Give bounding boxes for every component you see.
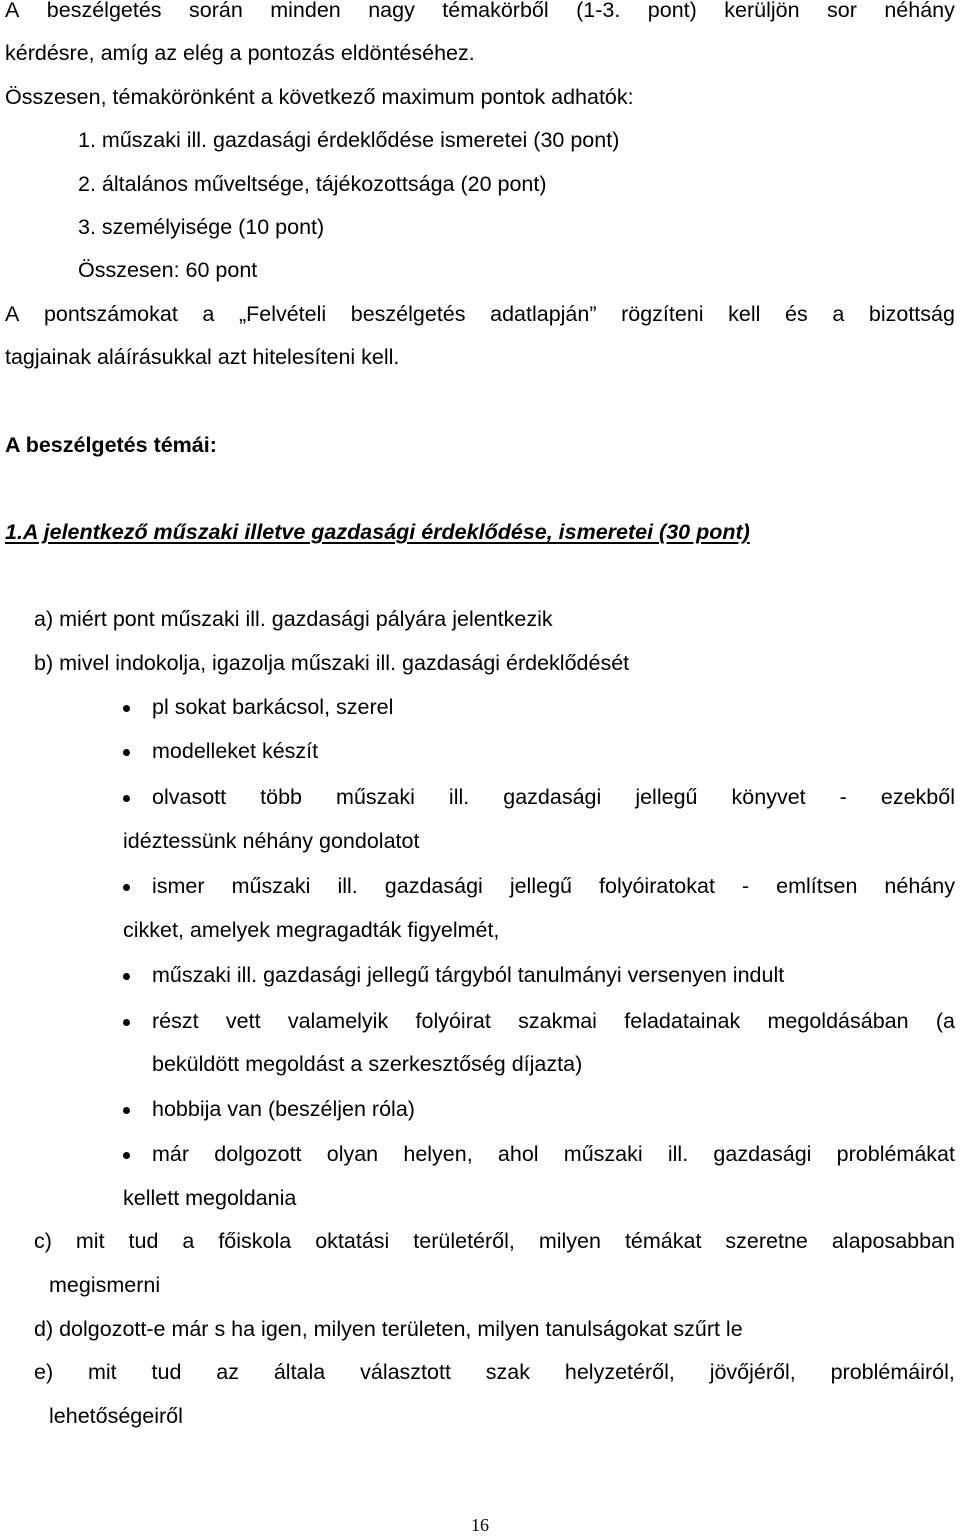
word: (1-3. — [576, 0, 621, 22]
word: könyvet — [731, 785, 806, 809]
word: folyóiratokat — [599, 874, 715, 898]
word: említsen — [776, 874, 858, 898]
word: kerüljön — [724, 0, 800, 22]
word: pont) — [647, 0, 697, 22]
question-c-line-2: megismerni — [49, 1273, 161, 1297]
word: szeretne — [725, 1229, 808, 1253]
bullet-item-3-line-1 — [152, 784, 955, 810]
word: A — [5, 302, 20, 326]
word: minden — [270, 0, 341, 22]
bullet-icon — [123, 795, 130, 802]
word: oktatási — [315, 1229, 390, 1253]
bullet-item-4-line-2: cikket, amelyek megragadták figyelmét, — [123, 918, 500, 942]
word: tud — [128, 1229, 159, 1253]
word: nagy — [368, 0, 415, 22]
intro-line-3: Összesen, témakörönként a következő maximum pontok adhatók: — [5, 85, 634, 109]
word: gazdasági — [503, 785, 602, 809]
bullet-icon — [123, 973, 130, 980]
word: pontszámokat — [43, 302, 178, 326]
word: tud — [151, 1360, 182, 1384]
word: a — [832, 302, 845, 326]
word: szak — [485, 1360, 531, 1384]
word: az — [216, 1360, 239, 1384]
score-total: Összesen: 60 pont — [78, 258, 258, 282]
word: ismer — [152, 874, 205, 898]
paragraph-2-line-2: tagjainak aláírásukkal azt hitelesíteni kell. — [5, 345, 400, 369]
word: e) — [34, 1360, 54, 1384]
word: gazdasági — [384, 874, 483, 898]
bullet-icon — [123, 1152, 130, 1159]
word: vett — [225, 1009, 261, 1033]
bullet-item-5: műszaki ill. gazdasági jellegű tárgyból tanulmányi versenyen indult — [152, 963, 785, 987]
bullet-icon — [123, 1107, 130, 1114]
word: ezekből — [880, 785, 955, 809]
word: ill. — [337, 874, 358, 898]
word: beszélgetés — [46, 0, 162, 22]
bullet-item-8-line-2: kellett megoldania — [123, 1186, 297, 1210]
score-item-1: 1. műszaki ill. gazdasági érdeklődése ismeretei (30 pont) — [78, 128, 620, 152]
bullet-item-8-line-1 — [152, 1141, 955, 1167]
word: a — [202, 302, 215, 326]
word: műszaki — [563, 1142, 643, 1166]
score-item-3: 3. személyisége (10 pont) — [78, 215, 325, 239]
question-e-line-1 — [34, 1359, 955, 1385]
word: témákat — [624, 1229, 702, 1253]
question-b: b) mivel indokolja, igazolja műszaki ill. gazdasági érdeklődését — [34, 651, 630, 675]
word: - — [839, 785, 847, 809]
word: problémákat — [836, 1142, 955, 1166]
bullet-icon — [123, 705, 130, 712]
question-e-line-2: lehetőségeiről — [49, 1404, 183, 1428]
word: általa — [273, 1360, 326, 1384]
paragraph-2-line-1 — [5, 301, 955, 327]
word: műszaki — [336, 785, 415, 809]
topics-heading: A beszélgetés témái: — [5, 433, 217, 457]
word: főiskola — [218, 1229, 292, 1253]
word: feladatainak — [624, 1009, 741, 1033]
word: a — [182, 1229, 195, 1253]
bullet-icon — [123, 749, 130, 756]
word: milyen — [538, 1229, 601, 1253]
question-c-line-1 — [34, 1228, 955, 1254]
word: során — [189, 0, 243, 22]
word: gazdasági — [713, 1142, 812, 1166]
word: és — [785, 302, 808, 326]
word: dolgozott — [214, 1142, 302, 1166]
word: néhány — [884, 0, 955, 22]
word: olyan — [326, 1142, 379, 1166]
bullet-item-6-line-1 — [152, 1008, 955, 1034]
bullet-icon — [123, 1019, 130, 1026]
word: adatlapján” — [490, 302, 597, 326]
bullet-item-3-line-2: idéztessünk néhány gondolatot — [123, 829, 420, 853]
word: valamelyik — [287, 1009, 389, 1033]
word: helyen, — [403, 1142, 473, 1166]
question-a: a) miért pont műszaki ill. gazdasági pályára jelentkezik — [34, 607, 553, 631]
section-1-title: 1.A jelentkező műszaki illetve gazdasági érdeklődése, ismeretei (30 pont) — [5, 520, 750, 544]
word: jövőjéről, — [709, 1360, 796, 1384]
word: már — [152, 1142, 190, 1166]
bullet-item-2: modelleket készít — [152, 739, 319, 763]
word: néhány — [884, 874, 955, 898]
word: szakmai — [518, 1009, 597, 1033]
word: c) — [34, 1229, 52, 1253]
bullet-icon — [123, 884, 130, 891]
word: „Felvételi — [238, 302, 327, 326]
word: problémáiról, — [830, 1360, 955, 1384]
word: A — [5, 0, 20, 22]
word: területéről, — [413, 1229, 515, 1253]
word: ahol — [497, 1142, 539, 1166]
word: műszaki — [231, 874, 311, 898]
word: rögzíteni — [621, 302, 704, 326]
word: megoldásában — [767, 1009, 909, 1033]
bullet-item-1: pl sokat barkácsol, szerel — [152, 695, 394, 719]
bullet-item-6-line-2: beküldött megoldást a szerkesztőség díjazta) — [152, 1052, 583, 1076]
word: mit — [75, 1229, 105, 1253]
intro-line-2: kérdésre, amíg az elég a pontozás eldöntéséhez. — [5, 41, 475, 65]
word: kell — [728, 302, 761, 326]
word: - — [741, 874, 750, 898]
question-d: d) dolgozott-e már s ha igen, milyen területen, milyen tanulságokat szűrt le — [34, 1317, 743, 1341]
word: helyzetéről, — [564, 1360, 675, 1384]
word: ill. — [448, 785, 470, 809]
word: bizottság — [868, 302, 955, 326]
word: mit — [87, 1360, 117, 1384]
word: alaposabban — [831, 1229, 955, 1253]
word: (a — [935, 1009, 955, 1033]
word: ill. — [667, 1142, 689, 1166]
word: témakörből — [442, 0, 549, 22]
page-number: 16 — [471, 1515, 489, 1535]
word: választott — [360, 1360, 451, 1384]
word: beszélgetés — [350, 302, 466, 326]
bullet-item-4-line-1 — [152, 873, 955, 899]
intro-line-1 — [5, 0, 955, 23]
score-item-2: 2. általános műveltsége, tájékozottsága (20 pont) — [78, 172, 547, 196]
word: olvasott — [152, 785, 227, 809]
word: folyóirat — [415, 1009, 491, 1033]
word: jellegű — [635, 785, 698, 809]
bullet-item-7: hobbija van (beszéljen róla) — [152, 1097, 415, 1121]
word: sor — [827, 0, 857, 22]
word: részt — [152, 1009, 199, 1033]
word: több — [260, 785, 302, 809]
word: jellegű — [509, 874, 572, 898]
